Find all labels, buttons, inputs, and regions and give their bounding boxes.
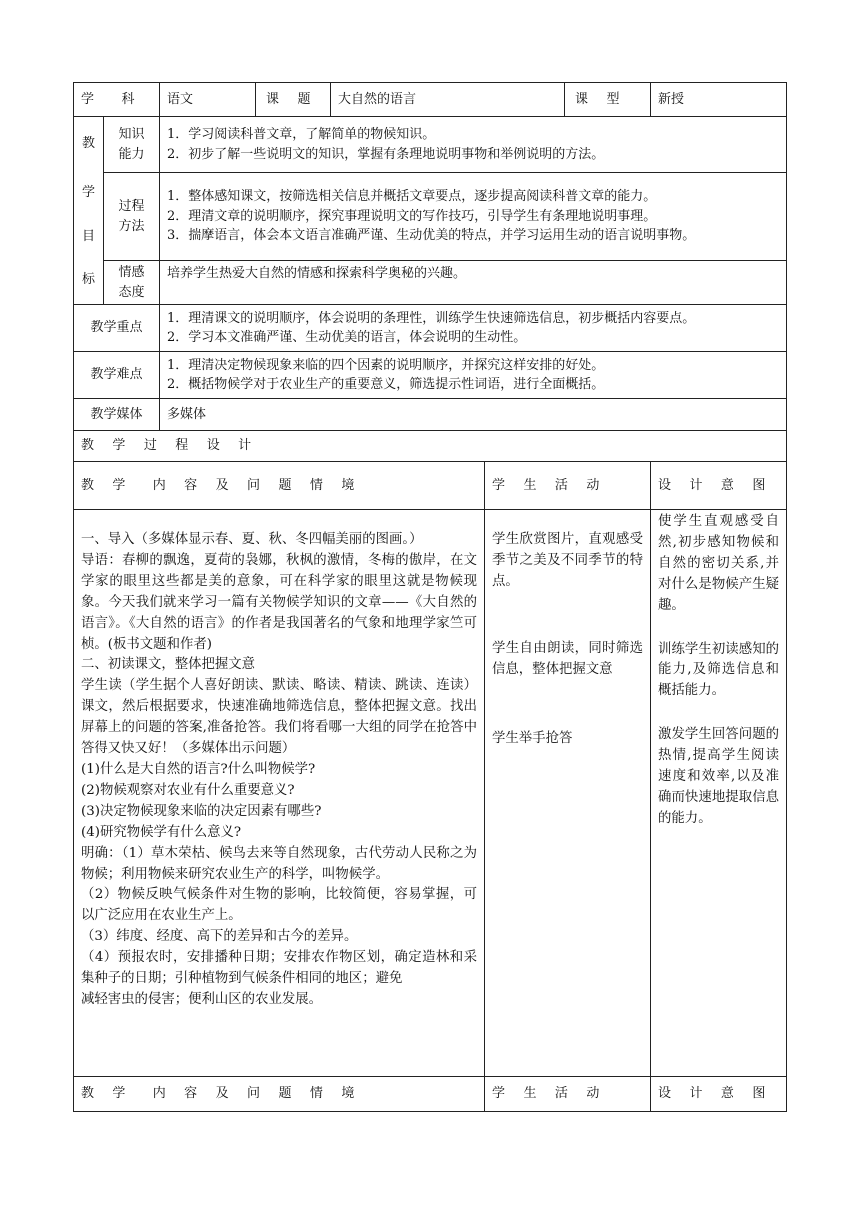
knowledge-label: 知识 能力 <box>104 117 160 173</box>
content-paragraph: 一、导入（多媒体显示春、夏、秋、冬四幅美丽的图画。） <box>81 532 423 547</box>
content-paragraph: (3)决定物候现象来临的决定因素有哪些? <box>81 803 322 819</box>
intent-item: 训练学生初读感知的能力,及筛选信息和概括能力。 <box>658 641 780 699</box>
col-activity-header: 学 生 活 动 <box>485 462 651 510</box>
content-paragraph: （3）纬度、经度、高下的差异和古今的差异。 <box>81 929 358 945</box>
content-paragraph: 减轻害虫的侵害；便利山区的农业发展。 <box>81 991 323 1007</box>
content-paragraph: （2）物候反映气候条件对生物的影响，比较简便，容易掌握，可以广泛应用在农业生产上。 <box>81 887 478 924</box>
activity-item: 学生自由朗读，同时筛选信息，整体把握文意 <box>492 640 644 677</box>
activity-cell <box>485 510 651 1077</box>
content-paragraph: 导语：春柳的飘逸，夏荷的袅娜，秋枫的激情，冬梅的傲岸，在文学家的眼里这些都是美的意象，可在科学家的眼里这就是物候现象。今天我们就来学习一篇有关物候学知识的文章——《大自然的语言》。《大自然的语言》的作者是我国著名的气象和地理学家竺可桢。(板书文题和作者) <box>81 552 478 652</box>
process-label: 过程 方法 <box>104 173 160 261</box>
col-intent-header: 设 计 意 图 <box>651 1077 787 1112</box>
media-label: 教学媒体 <box>74 399 160 431</box>
lesson-plan-table <box>73 82 787 1112</box>
process-title-row <box>74 431 787 462</box>
content-paragraph: (2)物候观察对农业有什么重要意义? <box>81 782 295 798</box>
key-points-items: 1．理清课文的说明顺序，体会说明的条理性，训练学生快速筛选信息，初步概括内容要点。 2．学习本文准确严谨、生动优美的语言，体会说明的生动性。 <box>160 305 787 352</box>
difficulties-row <box>74 352 787 399</box>
process-body-row <box>74 510 787 1077</box>
objective-knowledge-row <box>74 117 787 173</box>
media-value: 多媒体 <box>160 399 787 431</box>
intent-item: 激发学生回答问题的热情,提高学生阅读速度和效率,以及准确而快速地提取信息的能力。 <box>658 727 780 826</box>
column-header-row-bottom <box>74 1077 787 1112</box>
col-intent-header: 设 计 意 图 <box>651 462 787 510</box>
attitude-text: 培养学生热爱大自然的情感和探索科学奥秘的兴趣。 <box>160 261 787 305</box>
col-content-header: 教 学 内 容 及 问 题 情 境 <box>74 1077 485 1112</box>
subject-label: 学 科 <box>74 83 160 117</box>
knowledge-items: 1．学习阅读科普文章，了解简单的物候知识。 2．初步了解一些说明文的知识，掌握有条理地说明事物和举例说明的方法。 <box>160 117 787 173</box>
content-cell <box>74 510 485 1077</box>
content-paragraph: 学生读（学生据个人喜好朗读、默读、略读、精读、跳读、连读）课文，然后根据要求，快速准确地筛选信息，整体把握文意。找出屏幕上的问题的答案,准备抢答。我们将看哪一大组的同学在抢答中答得又快又好！（多媒体出示问题） <box>81 678 478 757</box>
process-design-title: 教 学 过 程 设 计 <box>74 431 787 462</box>
intent-cell <box>651 510 787 1077</box>
header-row <box>74 83 787 117</box>
objective-attitude-row <box>74 261 787 305</box>
col-activity-header: 学 生 活 动 <box>485 1077 651 1112</box>
type-value: 新授 <box>651 83 787 117</box>
difficulties-items: 1．理清决定物候现象来临的四个因素的说明顺序，并探究这样安排的好处。 2．概括物候学对于农业生产的重要意义，筛选提示性词语，进行全面概括。 <box>160 352 787 399</box>
difficulties-label: 教学难点 <box>74 352 160 399</box>
col-content-header: 教 学 内 容 及 问 题 情 境 <box>74 462 485 510</box>
lesson-label: 课 题 <box>256 83 331 117</box>
subject-value: 语文 <box>160 83 256 117</box>
content-paragraph: (4)研究物候学有什么意义? <box>81 824 242 840</box>
content-paragraph: 二、初读课文，整体把握文意 <box>81 657 256 673</box>
column-header-row <box>74 462 787 510</box>
activity-item: 学生欣赏图片，直观感受季节之美及不同季节的特点。 <box>492 532 644 589</box>
objectives-label: 教 学 目 标 <box>74 117 104 305</box>
intent-item: 使学生直观感受自然,初步感知物候和自然的密切关系,并对什么是物候产生疑趣。 <box>658 514 780 613</box>
media-row <box>74 399 787 431</box>
lesson-value: 大自然的语言 <box>331 83 565 117</box>
type-label: 课 型 <box>565 83 651 117</box>
attitude-label: 情感 态度 <box>104 261 160 305</box>
process-items: 1．整体感知课文，按筛选相关信息并概括文章要点，逐步提高阅读科普文章的能力。 2．理清文章的说明顺序，探究事理说明文的写作技巧，引导学生有条理地说明事理。 3．揣摩语言，体会本文语言准确严谨、生动优美的特点，并学习运用生动的语言说明事物。 <box>160 173 787 261</box>
key-points-row <box>74 305 787 352</box>
activity-item: 学生举手抢答 <box>492 730 573 746</box>
objective-process-row <box>74 173 787 261</box>
content-paragraph: 明确：（1）草木荣枯、候鸟去来等自然现象，古代劳动人民称之为物候；利用物候来研究农业生产的科学，叫物候学。 <box>81 845 478 882</box>
content-paragraph: (1)什么是大自然的语言?什么叫物候学? <box>81 761 316 777</box>
key-points-label: 教学重点 <box>74 305 160 352</box>
content-paragraph: （4）预报农时，安排播种日期；安排农作物区划，确定造林和采集种子的日期；引种植物到气候条件相同的地区；避免 <box>81 950 478 987</box>
